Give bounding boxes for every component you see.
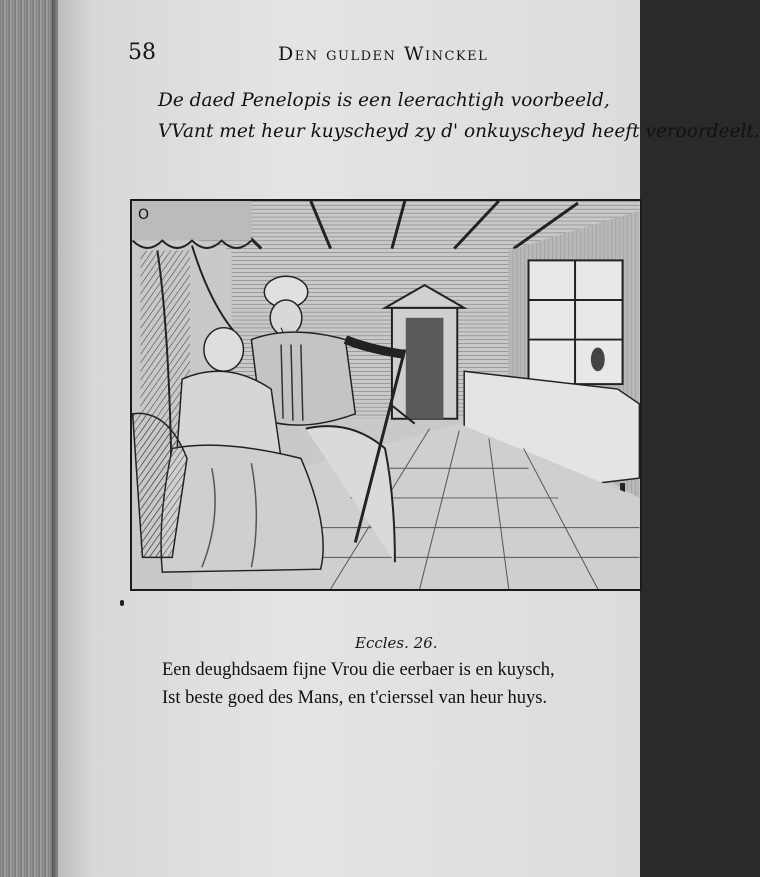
motto-line-2: VVant met heur kuyscheyd zy d' onkuyscheyd heeft veroordeelt. — [158, 121, 760, 142]
page-header — [128, 40, 608, 70]
window — [529, 260, 623, 384]
engraving-drawing — [132, 201, 640, 589]
verse-line-2: Ist beste goed des Mans, en t'cierssel van heur huys. — [162, 688, 548, 708]
show-through-text — [178, 150, 182, 167]
corner-mark: O — [138, 207, 150, 223]
book-page — [58, 0, 760, 877]
verse-line-1: Een deughdsaem fijne Vrou die eerbaer is en kuysch, — [162, 660, 555, 680]
motto-line-1: De daed Penelopis is een leerachtigh voorbeeld, — [158, 90, 610, 111]
bible-citation: Eccles. 26. — [355, 634, 438, 652]
engraving-illustration — [130, 199, 642, 591]
ink-mark — [120, 600, 124, 606]
page-number: 58 — [128, 40, 156, 65]
running-head: Den gulden Winckel — [278, 43, 489, 65]
book-page-edges — [0, 0, 58, 877]
